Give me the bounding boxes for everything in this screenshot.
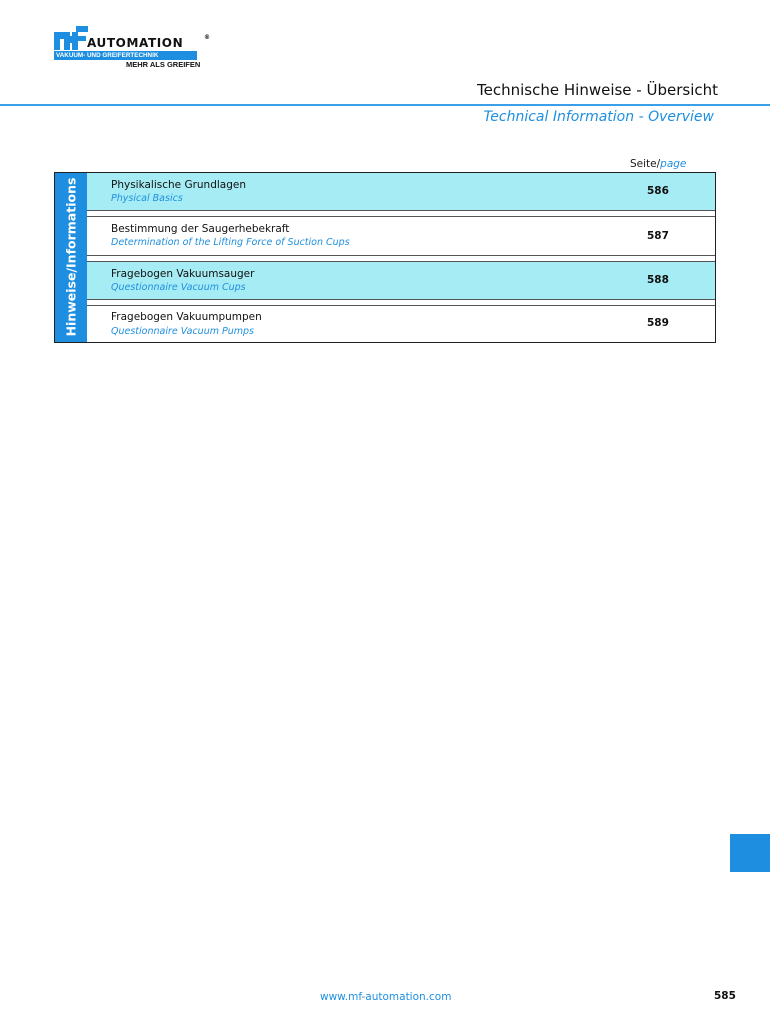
footer-page-number: 585 xyxy=(714,990,736,1002)
toc-row-title-de: Fragebogen Vakuumpumpen xyxy=(111,311,262,323)
page-column-header xyxy=(630,158,686,170)
toc-row-page: 588 xyxy=(647,274,669,286)
row-separator xyxy=(87,299,715,300)
chapter-thumb-tab xyxy=(730,834,770,872)
page-column-header-de: Seite/ xyxy=(630,158,661,170)
toc-row-page: 586 xyxy=(647,185,669,197)
toc-row-title-en: Questionnaire Vacuum Pumps xyxy=(111,326,254,337)
logo-wordmark: AUTOMATION xyxy=(87,36,184,50)
logo-registered-mark: ® xyxy=(204,34,210,41)
toc-row-title-en: Physical Basics xyxy=(111,193,183,204)
footer-website-link[interactable]: www.mf-automation.com xyxy=(320,991,452,1003)
header-divider xyxy=(0,104,770,106)
toc-row-page: 589 xyxy=(647,317,669,329)
logo-tagline-bar: VAKUUM- UND GREIFERTECHNIK xyxy=(54,51,197,60)
page-title-de: Technische Hinweise - Übersicht xyxy=(477,81,718,99)
page-title-en: Technical Information - Overview xyxy=(483,109,714,125)
page-column-header-en: page xyxy=(660,158,687,170)
section-tab-label: Hinweise/Informations xyxy=(63,177,79,337)
table-of-contents xyxy=(54,172,716,343)
section-tab xyxy=(55,173,87,342)
company-logo xyxy=(54,26,224,72)
logo-slogan: MEHR ALS GREIFEN xyxy=(126,60,201,69)
toc-row-questionnaire-cups[interactable] xyxy=(87,262,715,299)
toc-row-title-de: Physikalische Grundlagen xyxy=(111,179,247,191)
row-separator xyxy=(87,255,715,256)
toc-row-physical-basics[interactable] xyxy=(87,173,715,210)
toc-row-title-de: Fragebogen Vakuumsauger xyxy=(111,268,255,280)
mf-logo-mark xyxy=(54,26,88,50)
toc-row-lifting-force[interactable] xyxy=(87,217,715,254)
toc-row-title-en: Determination of the Lifting Force of Suction Cups xyxy=(111,237,350,248)
toc-row-questionnaire-pumps[interactable] xyxy=(87,306,715,342)
row-separator xyxy=(87,210,715,211)
toc-row-title-en: Questionnaire Vacuum Cups xyxy=(111,282,246,293)
toc-row-page: 587 xyxy=(647,230,669,242)
toc-row-title-de: Bestimmung der Saugerhebekraft xyxy=(111,223,290,235)
